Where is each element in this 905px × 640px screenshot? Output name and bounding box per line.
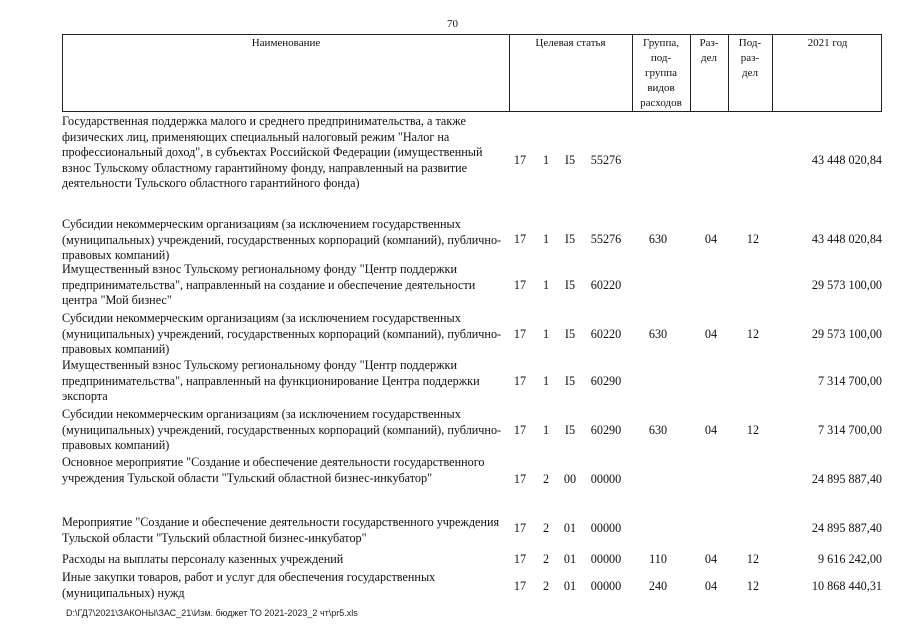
row-t3: I5	[564, 232, 576, 246]
row-sub: 12	[746, 579, 760, 593]
row-name: Расходы на выплаты персоналу казенных учреждений	[62, 552, 344, 566]
row-sec: 04	[704, 327, 718, 341]
row-t4: 60220	[590, 327, 622, 341]
row-amount: 43 448 020,84	[811, 153, 882, 167]
row-t4: 60290	[590, 423, 622, 437]
row-t1: 17	[513, 374, 527, 388]
row-grp: 240	[648, 579, 668, 593]
row-t1: 17	[513, 423, 527, 437]
row-sub: 12	[746, 327, 760, 341]
row-t1: 17	[513, 153, 527, 167]
row-amount: 43 448 020,84	[811, 232, 882, 246]
row-t1: 17	[513, 232, 527, 246]
table-row	[62, 262, 882, 309]
row-name: Государственная поддержка малого и среднего предпринимательства, а также физических лиц, применяющих специальный налоговый режим "Налог на профессиональный доход", в субъектах Российской Федерации (имущественный взнос Тульскому областному гарантийному фонду, направленный на развитие деятельности Тульского областного гарантийного фонда)	[62, 114, 483, 190]
header-group: Группа, под-группа видов расходов	[640, 37, 682, 109]
row-t2: 1	[542, 278, 550, 292]
row-amount: 7 314 700,00	[818, 374, 882, 388]
row-amount: 9 616 242,00	[818, 552, 882, 566]
row-t1: 17	[513, 327, 527, 341]
row-t4: 00000	[590, 521, 622, 535]
row-amount: 24 895 887,40	[811, 472, 882, 486]
row-t3: 01	[563, 579, 577, 593]
row-t4: 00000	[590, 579, 622, 593]
header-name: Наименование	[251, 37, 321, 49]
row-t2: 1	[542, 153, 550, 167]
row-t3: I5	[564, 153, 576, 167]
row-name: Имущественный взнос Тульскому региональному фонду "Центр поддержки предпринимательства", направленный на создание и обеспечение деятельности центра "Мой бизнес"	[62, 262, 476, 307]
row-sec: 04	[704, 232, 718, 246]
row-t3: 01	[563, 552, 577, 566]
row-t4: 00000	[590, 552, 622, 566]
header-subsection: Под-раз-дел	[738, 37, 762, 79]
row-amount: 7 314 700,00	[818, 423, 882, 437]
row-t4: 00000	[590, 472, 622, 486]
row-t2: 1	[542, 232, 550, 246]
row-t3: 00	[563, 472, 577, 486]
file-path-footer: D:\ГД7\2021\ЗАКОНЫ\ЗАС_21\Изм. бюджет ТО 2021-2023_2 чт\pr5.xls	[66, 608, 358, 618]
row-t4: 55276	[590, 232, 622, 246]
table-row	[62, 570, 882, 604]
row-amount: 29 573 100,00	[811, 278, 882, 292]
row-amount: 29 573 100,00	[811, 327, 882, 341]
row-sub: 12	[746, 423, 760, 437]
row-t1: 17	[513, 579, 527, 593]
row-t2: 2	[542, 521, 550, 535]
table-row	[62, 407, 882, 454]
row-name: Субсидии некоммерческим организациям (за исключением государственных (муниципальных) учреждений, государственных корпораций (компаний), публично-правовых компаний)	[62, 311, 502, 356]
table-row	[62, 217, 882, 262]
row-t3: I5	[564, 423, 576, 437]
row-t1: 17	[513, 521, 527, 535]
row-t1: 17	[513, 278, 527, 292]
row-t2: 1	[542, 374, 550, 388]
row-name: Субсидии некоммерческим организациям (за исключением государственных (муниципальных) учреждений, государственных корпораций (компаний), публично-правовых компаний)	[62, 217, 502, 262]
row-t3: I5	[564, 278, 576, 292]
row-grp: 630	[648, 327, 668, 341]
table-row	[62, 552, 882, 568]
row-t4: 60290	[590, 374, 622, 388]
row-sub: 12	[746, 552, 760, 566]
row-name: Мероприятие "Создание и обеспечение деятельности государственного учреждения Тульской области "Тульский областной бизнес-инкубатор"	[62, 515, 500, 545]
row-name: Имущественный взнос Тульскому региональному фонду "Центр поддержки предпринимательства", направленный на функционирование Центра поддержки экспорта	[62, 358, 480, 403]
page-number: 70	[447, 18, 458, 30]
row-sec: 04	[704, 423, 718, 437]
row-grp: 630	[648, 232, 668, 246]
budget-table	[62, 34, 882, 600]
row-grp: 110	[649, 552, 667, 566]
row-name: Субсидии некоммерческим организациям (за исключением государственных (муниципальных) учреждений, государственных корпораций (компаний), публично-правовых компаний)	[62, 407, 502, 452]
row-t2: 2	[542, 579, 550, 593]
row-t1: 17	[513, 472, 527, 486]
row-name: Иные закупки товаров, работ и услуг для обеспечения государственных (муниципальных) нужд	[62, 570, 436, 600]
row-t1: 17	[513, 552, 527, 566]
table-row	[62, 515, 882, 543]
row-t3: 01	[563, 521, 577, 535]
row-sub: 12	[746, 232, 760, 246]
table-row	[62, 358, 882, 405]
row-t2: 2	[542, 472, 550, 486]
row-t4: 60220	[590, 278, 622, 292]
table-header	[62, 34, 882, 112]
row-amount: 24 895 887,40	[811, 521, 882, 535]
table-row	[62, 455, 882, 505]
row-t3: I5	[564, 327, 576, 341]
row-sec: 04	[704, 552, 718, 566]
table-row	[62, 114, 882, 208]
row-grp: 630	[648, 423, 668, 437]
row-amount: 10 868 440,31	[811, 579, 882, 593]
header-year: 2021 год	[807, 37, 848, 49]
row-t2: 2	[542, 552, 550, 566]
header-target: Целевая статья	[535, 37, 606, 49]
table-row	[62, 311, 882, 358]
row-sec: 04	[704, 579, 718, 593]
row-t3: I5	[564, 374, 576, 388]
row-t2: 1	[542, 327, 550, 341]
row-name: Основное мероприятие "Создание и обеспечение деятельности государственного учреждения Тульской области "Тульский областной бизнес-инкубатор"	[62, 455, 485, 485]
row-t2: 1	[542, 423, 550, 437]
header-section: Раз-дел	[699, 37, 719, 64]
row-t4: 55276	[590, 153, 622, 167]
